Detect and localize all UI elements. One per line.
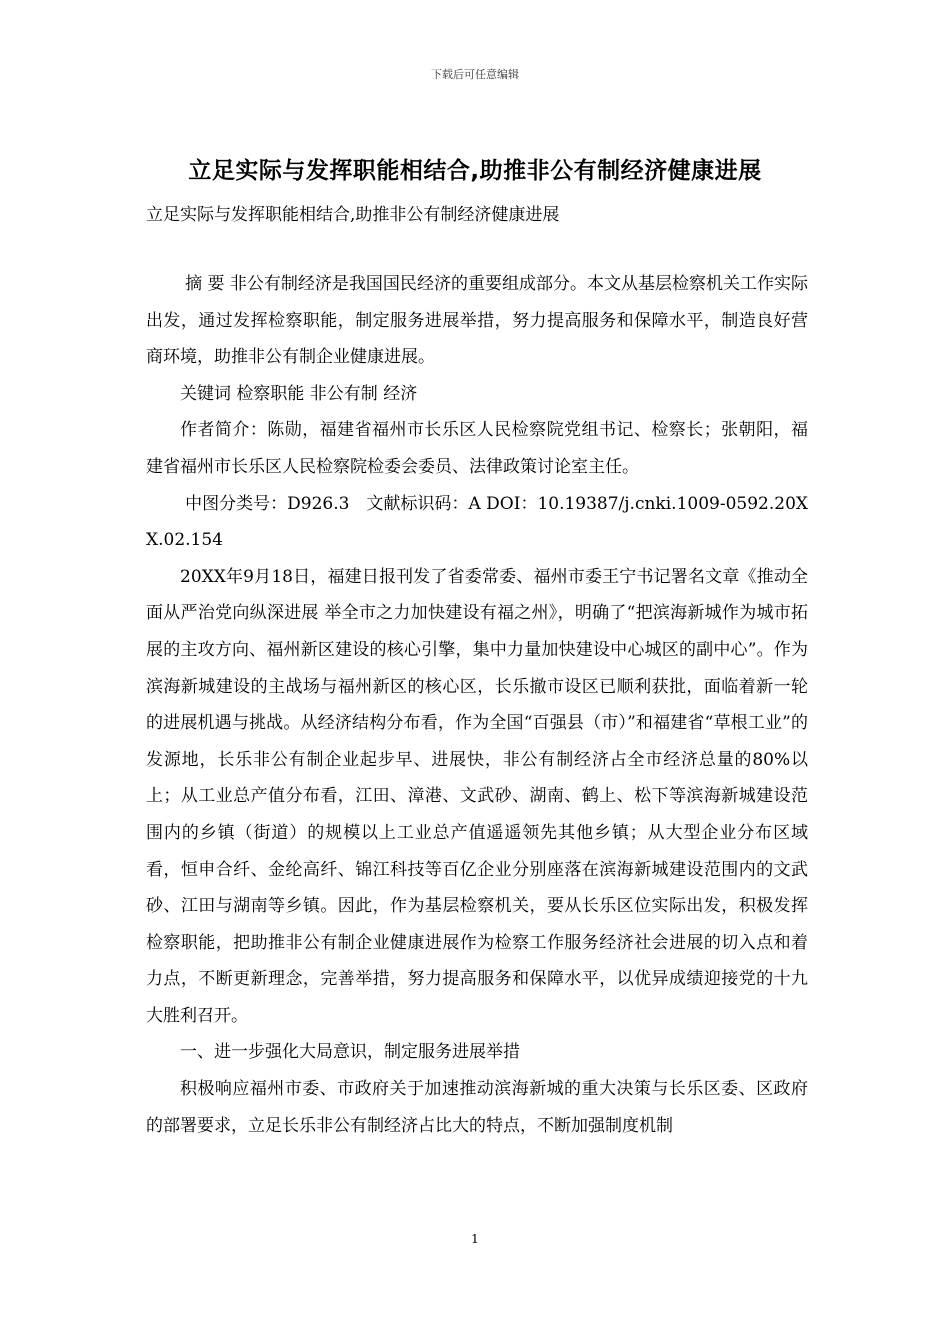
keywords-paragraph: 关键词 检察职能 非公有制 经济 [180, 383, 418, 404]
author-paragraph: 作者简介：陈勋，福建省福州市长乐区人民检察院党组书记、检察长；张朝阳，福建省福州市长乐区人民检察院检委会委员、法律政策讨论室主任。 [146, 420, 808, 477]
header-note: 下载后可任意编辑 [431, 68, 519, 81]
page-number: 1 [471, 1232, 479, 1246]
document-body [146, 266, 808, 1144]
section-heading: 一、进一步强化大局意识，制定服务进展举措 [180, 1042, 520, 1063]
document-subtitle: 立足实际与发挥职能相结合,助推非公有制经济健康进展 [146, 205, 560, 225]
intro-paragraph: 20XX年9月18日，福建日报刊发了省委常委、福州市委王宁书记署名文章《推动全面从严治党向纵深进展 举全市之力加快建设有福之州》，明确了“把滨海新城作为城市拓展的主攻方向、福州新区建设的核心引擎，集中力量加快建设中心城区的副中心”。作为滨海新城建设的主战场与福州新区的核心区，长乐撤市设区已顺利获批，面临着新一轮的进展机遇与挑战。从经济结构分布看，作为全国“百强县（市）”和福建省“草根工业”的发源地，长乐非公有制企业起步早、进展快，非公有制经济占全市经济总量的80%以上；从工业总产值分布看，江田、漳港、文武砂、湖南、鹤上、松下等滨海新城建设范围内的乡镇（街道）的规模以上工业总产值遥遥领先其他乡镇；从大型企业分布区域看，恒申合纤、金纶高纤、锦江科技等百亿企业分别座落在滨海新城建设范围内的文武砂、江田与湖南等乡镇。因此，作为基层检察机关，要从长乐区位实际出发，积极发挥检察职能，把助推非公有制企业健康进展作为检察工作服务经济社会进展的切入点和着力点，不断更新理念，完善举措，努力提高服务和保障水平，以优异成绩迎接党的十九大胜利召开。 [146, 566, 808, 1026]
document-title: 立足实际与发挥职能相结合,助推非公有制经济健康进展 [188, 158, 762, 184]
classification-paragraph: 中图分类号：D926.3 文献标识码：A DOI：10.19387/j.cnki.1009-0592.20XX.02.154 [146, 493, 808, 551]
abstract-paragraph: 摘 要 非公有制经济是我国国民经济的重要组成部分。本文从基层检察机关工作实际出发，通过发挥检察职能，制定服务进展举措，努力提高服务和保障水平，制造良好营商环境，助推非公有制企业健康进展。 [146, 274, 808, 368]
section-paragraph: 积极响应福州市委、市政府关于加速推动滨海新城的重大决策与长乐区委、区政府的部署要求，立足长乐非公有制经济占比大的特点，不断加强制度机制 [146, 1079, 808, 1136]
